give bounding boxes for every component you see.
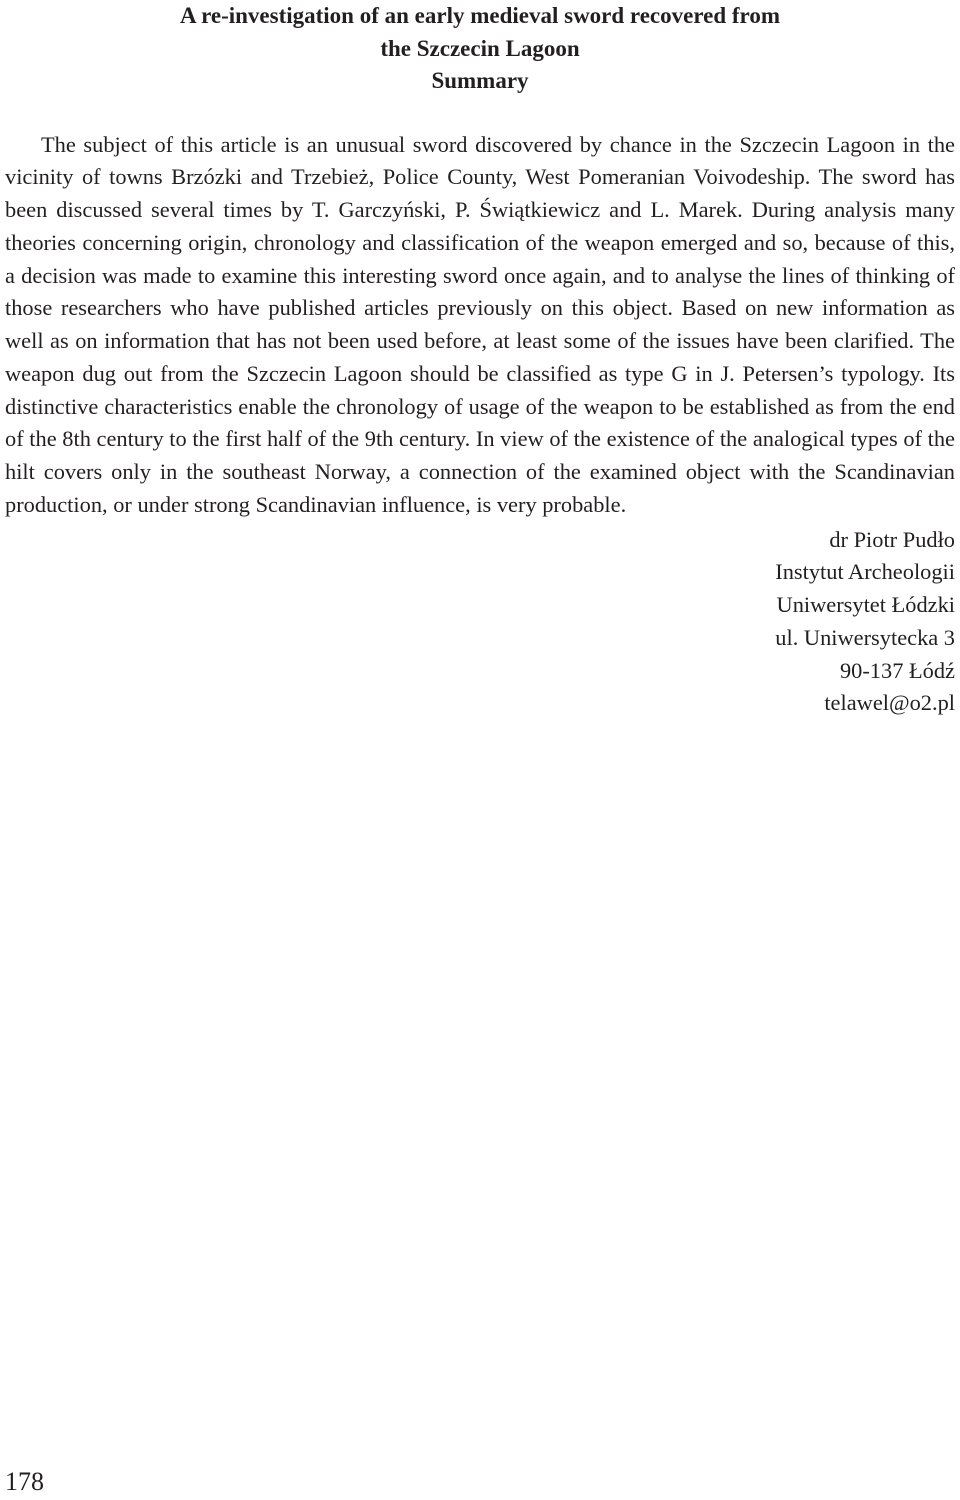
- summary-title: [5, 0, 955, 98]
- article-summary-page: [5, 0, 955, 720]
- author-name: dr Piotr Pudło: [829, 526, 955, 552]
- author-city: 90-137 Łódź: [839, 657, 955, 683]
- author-institute: Instytut Archeologii: [775, 559, 955, 585]
- title-line-1: A re-investigation of an early medieval sword recovered from: [179, 3, 781, 28]
- author-email: telawel@o2.pl: [824, 690, 955, 716]
- page-number: 178: [5, 1467, 44, 1496]
- summary-paragraph: The subject of this article is an unusual sword discovered by chance in the Szczecin Lagoon in the vicinity of towns Brzózki and Trzebież, Police County, West Pomeranian Voivodeship. The sword has been discussed several times by T. Garczyński, P. Świątkiewicz and L. Marek. During analysis many theories concerning origin, chronology and classification of the weapon emerged and so, because of this, a decision was made to examine this interesting sword once again, and to analyse the lines of thinking of those researchers who have published articles previously on this object. Based on new information as well as on information that has not been used before, at least some of the issues have been clarified. The weapon dug out from the Szczecin Lagoon should be classified as type G in J. Petersen’s typology. Its distinctive characteristics enable the chronology of usage of the weapon to be established as from the end of the 8th century to the first half of the 9th century. In view of the existence of the analogical types of the hilt covers only in the southeast Norway, a connection of the examined object with the Scandinavian production, or under strong Scandinavian influence, is very probable.: [5, 131, 955, 517]
- author-affiliation: [5, 524, 955, 721]
- summary-heading: Summary: [431, 68, 529, 93]
- title-line-2: the Szczecin Lagoon: [380, 35, 580, 61]
- author-street: ul. Uniwersytecka 3: [775, 624, 955, 650]
- author-university: Uniwersytet Łódzki: [776, 592, 955, 617]
